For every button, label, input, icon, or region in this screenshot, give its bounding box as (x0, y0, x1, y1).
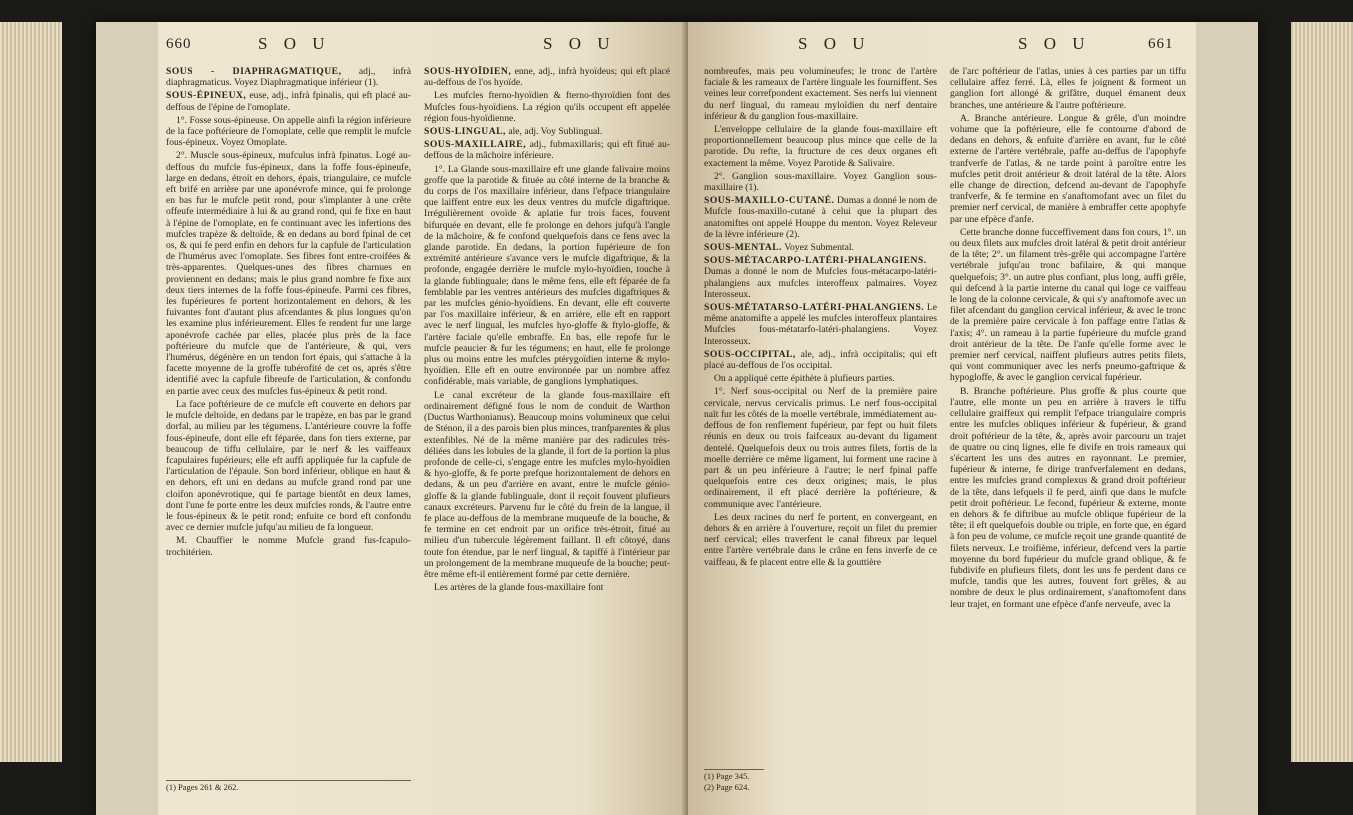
entry-headword: SOUS-MÉTATARSO-LATÉRI-PHALANGIENS. (704, 302, 925, 314)
paragraph: Les artères de la glande fous-maxillaire font (434, 582, 604, 594)
paragraph: 1°. La Glande sous-maxillaire eft une glande falivaire moins groffe que la parotide & fituée au côté interne de la branche & du corps de l'os maxillaire inférieur, dans l'efpace triangulaire que laiffent entre eux les deux ventres du mufcle digaftrique. Irrégulièrement ovoïde & aplatie fur trois faces, fouvent bifurquée en devant, elle fe prolonge en dehors jufqu'à l'angle de la mâchoire, & fe confond quelquefois dans ce fens avec la glande parotide. En dedans, la portion fupérieure de fon extrémité antérieure s'avance vers le mufcle digaftrique, & la profonde, engagée derrière le mufcle mylo-hyoïdien, touche à la glande fublinguale; dans le même fens, elle eft féparée de fa femblable par les ventres antérieurs des mufcles digaftriques & par les mufcles génio-hyoïdiens. En devant, elle eft couverte par l'os maxillaire inférieur, & en arrière, elle eft en rapport avec le nerf lingual, les mufcles hyo-gloffe & ftylo-gloffe, & l'artère faciale qu'elle embraffe. En bas, elle repofe fur le mufcle peaucier & fur les tégumens; en haut, elle fe prolonge plus ou moins entre les mufcles ptérygoïdien interne & mylo-hyoïdien. Elle eft en outre environnée par un nombre affez confidérable, mais variable, de ganglions lymphatiques. (424, 163, 670, 388)
entry-headword: SOUS-MENTAL. (704, 242, 783, 254)
page-edges-right (1291, 22, 1353, 762)
paragraph: On a appliqué cette épithète à plufieurs parties. (714, 373, 895, 385)
left-column-1 (166, 66, 411, 793)
left-running-head-a: S O U (258, 34, 331, 53)
paragraph: L'enveloppe cellulaire de la glande fous-maxillaire eft proportionnellement beaucoup plus mince que celle de la parotide. Du refte, la ftructure de ces deux organes eft exactement la même. Voyez Parotide & Salivaire. (704, 124, 937, 169)
dictionary-entry (424, 66, 670, 88)
paragraph: 2°. Ganglion sous-maxillaire. Voyez Ganglion sous-maxillaire (1). (704, 170, 937, 194)
entry-headword: SOUS - DIAPHRAGMATIQUE, (166, 66, 342, 77)
left-page (158, 22, 688, 815)
right-page (688, 22, 1196, 815)
entry-headword: SOUS-MÉTACARPO-LATÉRI-PHALANGIENS. (704, 255, 927, 267)
right-column-1 (704, 66, 937, 793)
dictionary-entry (704, 195, 937, 240)
entry-headword: SOUS-MAXILLO-CUTANÉ. (704, 195, 835, 207)
entry-definition: Le même anatomifte a appelé les mufcles interoffeux plantaires Mufcles fous-métatarfo-latéri-phalangiens. Voyez Interosseux. (704, 302, 937, 347)
right-column-2 (950, 66, 1186, 793)
open-book (96, 22, 1258, 815)
entry-definition: Voyez Submental. (782, 242, 854, 254)
footnote: (1) Pages 261 & 262. (166, 782, 239, 792)
entry-definition: enne, adj., infrà hyoïdeus; qui eft placé au-deffous de l'os hyoïde. (424, 66, 670, 89)
paragraph: B. Branche poftérieure. Plus groffe & plus courte que l'autre, elle monte un peu en arrière à travers le tiffu cellulaire graiffeux qui remplit l'efpace triangulaire compris entre les mufcles obliques inférieur & fupérieur, & grand droit poftérieur de la tête, &, après avoir parcouru un trajet de quatre ou cinq lignes, elle fe divife en trois rameaux qui s'écartent les uns des autres en rayonnant. Le premier, fupérieur & interne, fe dirige tranfverfalement en dedans, entre les mufcles grand complexus & grand droit poftérieur de la tête, dans lefquels il fe perd, ainfi que dans le mufcle petit droit poftérieur. Le fecond, fupérieur & externe, monte en dehors & fe diftribue au mufcle oblique fupérieur de la tête; il eft quelquefois double ou triple, en forte que, en égard à fon peu de volume, ce mufcle reçoit une grande quantité de filets nerveux. Le troifième, inférieur, defcend vers la partie moyenne du bord fupérieur du mufcle grand oblique, & fe fubdivife en plufieurs filets, dont les uns fe perdent dans ce mufcle, tandis que les autres, fouvent fort grêles, & au nombre de deux le plus ordinairement, s'anaftomofent dans leur trajet, en formant une efpèce d'anfe nerveufe, avec la (950, 385, 1186, 610)
entry-definition: adj., fubmaxillaris; qui eft fitué au-deffous de la mâchoire inférieure. (424, 139, 670, 162)
paragraph: nombreufes, mais peu volumineufes; le tronc de l'artère faciale & les rameaux de l'artère linguale les fourniffent. Ses veines leur correfpondent exactement. Ses nerfs lui viennent du nerf lingual, du rameau myloïdien du nerf dentaire inférieur & du ganglion fous-maxillaire. (704, 66, 937, 122)
entry-definition: ale, adj., infrà occipitalis; qui eft placé au-deffous de l'os occipital. (704, 348, 937, 372)
entry-headword: SOUS-HYOÏDIEN, (424, 66, 512, 77)
paragraph: 1°. Fosse sous-épineuse. On appelle ainfi la région inférieure de la face poftérieure de l'omoplate, celle que remplit le mufcle fous-épineux. Voyez Omoplate. (166, 114, 411, 149)
left-column-1-footnote (166, 776, 411, 793)
right-column-1-footnotes (704, 765, 937, 793)
footnote: (1) Page 345. (704, 771, 750, 781)
dictionary-entry (704, 242, 937, 253)
left-page-header (158, 34, 688, 56)
paragraph: A. Branche antérieure. Longue & grêle, d'un moindre volume que la poftérieure, elle fe contourne d'abord de dedans en dehors, & enfuite d'arrière en avant, fur le côté externe de l'artère vertébrale, paffe au-deffus de l'apophyfe tranfverfe de l'atlas, & ne tarde point à paroître entre les mufcles petit droit antérieur & droit latéral de la tête. Alors elle change de direction, defcend au-devant de l'apophyfe tranfverfe, & fe termine en s'anaftomofant avec un filet du premier nerf cervical, de manière à embraffer cette apophyfe par une efpèce d'anfe. (950, 112, 1186, 225)
entry-definition: Dumas a donné le nom de Mufcles fous-métacarpo-latéri-phalangiens aux mufcles interoffeux palmaires. Voyez Interosseux. (704, 266, 937, 300)
dictionary-entry (424, 139, 670, 161)
dictionary-entry (704, 302, 937, 347)
entry-definition: Dumas a donné le nom de Mufcle fous-maxillo-cutané à celui que la plupart des anatomiftes ont appelé Houppe du menton. Voyez Releveur de la lèvre inférieure (2). (704, 195, 937, 240)
entry-headword: SOUS-MAXILLAIRE, (424, 139, 527, 151)
left-column-2 (424, 66, 670, 793)
right-page-header (688, 34, 1196, 56)
dictionary-entry (704, 255, 937, 300)
paragraph: Le canal excréteur de la glande fous-maxillaire eft ordinairement défigné fous le nom de conduit de Warthon (Ductus Warthonianus). Beaucoup moins volumineux que celui de Sténon, il a des parois bien plus minces, tranfparentes & plus extenfibles. Né de la même manière par des radicules très-déliées dans les lobules de la glande, il fort de la portion la plus profonde de celle-ci, s'engage entre les mufcles mylo-hyoïdien & hyo-gloffe, & fe porte prefque horizontalement de dehors en dedans, & un peu d'arrière en avant, entre le mufcle génio-gloffe & la glande fublinguale, dont il reçoit fouvent plufieurs canaux excréteurs. Parvenu fur le côté du frein de la langue, il fe place au-deffous de la membrane muqueufe de la bouche, & fe termine en cet endroit par un orifice très-étroit, fitué au milieu d'un tubercule légèrement faillant. Il eft côtoyé, dans toute fon étendue, par le nerf lingual, & tapiffé à l'intérieur par un prolongement de la membrane muqueufe de la bouche; peut-être même eft-il entièrement formé par cette dernière. (424, 389, 670, 580)
dictionary-entry (704, 349, 937, 371)
entry-headword: SOUS-OCCIPITAL, (704, 348, 796, 360)
entry-definition: euse, adj., infrà fpinalis, qui eft placé au-deffous de l'épine de l'omoplate. (166, 90, 411, 113)
paragraph: La face poftérieure de ce mufcle eft couverte en dehors par le mufcle deltoïde, en dedans par le trapèze, en bas par le grand dorfal, au milieu par les tégumens. L'antérieure couvre la foffe fous-épineufe, dont elle eft féparée, dans fon tiers externe, par beaucoup de tiffu cellulaire, par le nerf & les vaiffeaux fcapulaires fupérieurs; elle eft auffi appliquée fur la capfule de l'articulation de l'épaule. Son bord inférieur, oblique en haut & en dehors, eft uni en dedans au mufcle grand rond par une cloifon aponévrotique, qui fe partage bientôt en deux lames, dont l'une fe porte entre les deux mufcles ronds, & l'autre entre le fous-épineux & le petit rond; enfuite ce bord eft confondu avec ce dernier mufcle jufqu'au milieu de fa longueur. (166, 398, 411, 534)
paragraph: Cette branche donne fucceffivement dans fon cours, 1°. un ou deux filets aux mufcles droit latéral & petit droit antérieur de la tête; 2°. un filament très-grêle qui accompagne l'artère vertébrale jufqu'au tronc bafilaire, & qui manque quelquefois; 3°. un autre plus confiant, plus long, auffi grêle, qui defcend à la partie interne du canal qui loge ce vaiffeau le long de la colonne cervicale, & qui s'y anaftomofe avec un filet afcendant du ganglion cervical inférieur, & avec le tronc de la première paire cervicale à fon paffage entre l'atlas & l'axis; 4°. un rameau à la partie fupérieure du mufcle grand droit antérieur de la tête. De l'anfe qu'elle forme avec le premier nerf cervical, naiffent plufieurs autres petits filets, qui vont communiquer avec les nerfs pneumo-gaftrique & hypogloffe, & avec le ganglion cervical fupérieur. (950, 226, 1186, 384)
entry-headword: SOUS-LINGUAL, (424, 126, 506, 138)
paragraph: M. Chauffier le nomme Mufcle grand fus-fcapulo-trochitérien. (166, 535, 411, 558)
paragraph: 2°. Muscle sous-épineux, mufculus infrà fpinatus. Logé au-deffous du mufcle fus-épineux, dans la foffe fous-épineufe, large en dedans, étroit en dehors, épais, triangulaire, ce mufcle eft brifé en arrière par une aponévrofe mince, qui fe prolonge en bas fur le mufcle petit rond, pour s'implanter à une crête offeufe intermédiaire à lui & au grand rond, qui fe fixe en haut à l'épine de l'omoplate, en fe continuant avec les infertions des mufcles trapèze & deltoïde, & en dedans au bord fpinal de cet os, & qui fe perd enfin en dehors fur la capfule de l'articulation de l'humérus avec l'omoplate. Ses fibres font entre-croifées & très-apparentes. Quelques-unes des fibres charnues en proviennent en dedans; mais le plus grand nombre fe fixe aux deux tiers internes de la foffe fous-épineufe. Parmi ces fibres, les fupérieures fe portent horizontalement en dehors, & les fuivantes font d'autant plus afcendantes & plus longues qu'on les examine plus inférieurement. Elles fe rendent fur une large aponévrofe cachée par elles, placée plus près de la face poftérieure du mufcle que de l'antérieure, & qui, vers l'humérus, dégénère en un tendon fort épais, qui s'attache à la facette moyenne de la groffe tubérofité de cet os, après s'être identifié avec la capfule fibreufe de l'articulation, & confondu en partie avec ceux des mufcles fus-épineux & petit rond. (166, 150, 411, 397)
paragraph: de l'arc poftérieur de l'atlas, unies à ces parties par un tiffu cellulaire affez ferré. Là, elles fe joignent & forment un ganglion fort allongé & grifâtre, duquel émanent deux branches, une antérieure & l'autre poftérieure. (950, 66, 1186, 111)
dictionary-entry (166, 66, 411, 88)
left-page-number: 660 (166, 36, 192, 52)
right-running-head-b: S O U (1018, 34, 1091, 53)
paragraph: 1°. Nerf sous-occipital ou Nerf de la première paire cervicale, nervus cervicalis primus. Le nerf fous-occipital naît fur les côtés de la moelle vertébrale, immédiatement au-deffous de fon renflement fupérieur, par fept ou huit filets réunis en deux ou trois faifceaux au-devant du ligament dentelé. Quelquefois deux ou trois autres filets, fortis de la moelle derrière ce même ligament, lui forment une racine à part & un peu inférieure à l'autre; le nerf fpinal paffe quelquefois entre ces deux origines; mais, le plus ordinairement, il eft placé derrière la poftérieure, & communique avec l'antérieure. (704, 386, 937, 510)
left-running-head-b: S O U (543, 34, 616, 53)
entry-headword: SOUS-ÉPINEUX, (166, 90, 247, 102)
entry-definition: ale, adj. Voy Sublingual. (505, 126, 603, 138)
dictionary-entry (166, 90, 411, 112)
dictionary-entry (424, 126, 670, 137)
right-page-number: 661 (1148, 36, 1174, 52)
paragraph: Les deux racines du nerf fe portent, en convergeant, en dehors & en arrière à l'ouverture, reçoit un filet du premier nerf cervical; elles traverfent le canal fibreux par lequel entre l'artère vertébrale dans le crâne en fens inverfe de ce vaiffeau, & fe placent entre elle & la gouttière (704, 511, 937, 568)
page-edges-left (0, 22, 62, 762)
paragraph: Les mufcles fterno-hyoïdien & fterno-thyroïdien font des Mufcles fous-hyoïdiens. La région qu'ils occupent eft appelée région fous-hyoïdienne. (424, 90, 670, 124)
footnote: (2) Page 624. (704, 782, 750, 792)
entry-definition: adj., infrà diaphragmaticus. Voyez Diaphragmatique inférieur (1). (166, 66, 411, 89)
right-running-head-a: S O U (798, 34, 871, 53)
